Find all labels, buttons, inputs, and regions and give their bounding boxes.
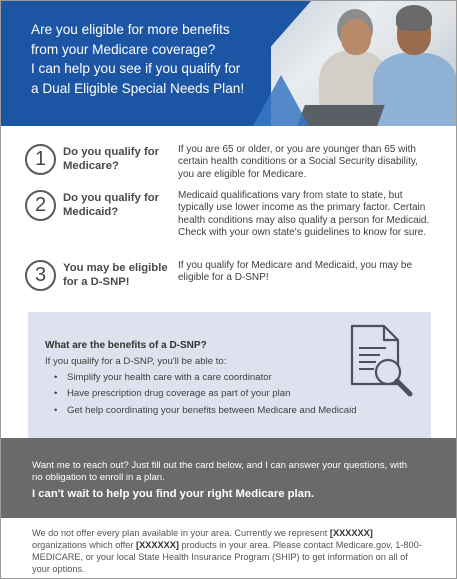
footer-text-3: products in your area. Please contact Medicare.gov, 1-800-MEDICARE, or your local State Health Insurance Program (SHIP) to get information on all of your options. [32,540,422,574]
headline-line-2: from your Medicare coverage? [31,41,216,57]
cta-band [1,438,456,518]
footer-text-1: We do not offer every plan available in your area. Currently we represent [32,528,330,538]
footer-placeholder-1: [XXXXXX] [329,528,373,538]
step-question-2: Do you qualify for Medicaid? [63,192,160,218]
cta-strong: I can't wait to help you find your right Medicare plan. [32,488,314,500]
headline-line-4: a Dual Eligible Special Needs Plan! [31,80,245,96]
benefit-item: • Get help coordinating your benefits between Medicare and Medicaid [45,403,357,419]
footer-placeholder-2: [XXXXXX] [136,540,179,550]
benefits-box [28,312,431,438]
step-answer-2: Medicaid qualifications vary from state to state, but typically use lower income as the primary factor. Certain health conditions may also qualify a person for Medicaid. Check with your own state's guidelines to know for sure. [178,190,430,238]
step-answer-1: If you are 65 or older, or you are younger than 65 with certain health conditions or a Social Security disability, you are eligible for Medicare. [178,144,418,180]
benefits-intro: If you qualify for a D-SNP, you'll be able to: [45,356,227,367]
step-number-2: 2 [25,190,56,221]
step-answer-3: If you qualify for Medicare and Medicaid, you may be eligible for a D-SNP! [178,260,413,284]
footer-disclaimer [32,527,427,575]
photo-man [373,53,456,126]
cta-text: Want me to reach out? Just fill out the card below, and I can answer your questions, with no obligation to enroll in a plan. [32,460,408,484]
benefit-item: • Simplify your health care with a care coordinator [45,370,357,386]
header-banner [1,1,456,126]
headline-line-3: I can help you see if you qualify for [31,61,241,76]
step-number-1: 1 [25,144,56,175]
benefits-list [45,370,357,419]
photo-man-hair [396,5,432,31]
photo-woman-face [341,19,371,55]
document-search-icon [346,322,418,398]
headline-line-1: Are you eligible for more benefits [31,22,230,37]
benefit-item: • Have prescription drug coverage as part of your plan [45,386,357,402]
step-number-3: 3 [25,260,56,291]
step-question-3: You may be eligible for a D-SNP! [63,262,168,288]
header-headline [31,20,291,98]
step-question-1: Do you qualify for Medicare? [63,146,160,172]
benefits-title: What are the benefits of a D-SNP? [45,340,207,351]
footer-text-2: organizations which offer [32,540,137,550]
